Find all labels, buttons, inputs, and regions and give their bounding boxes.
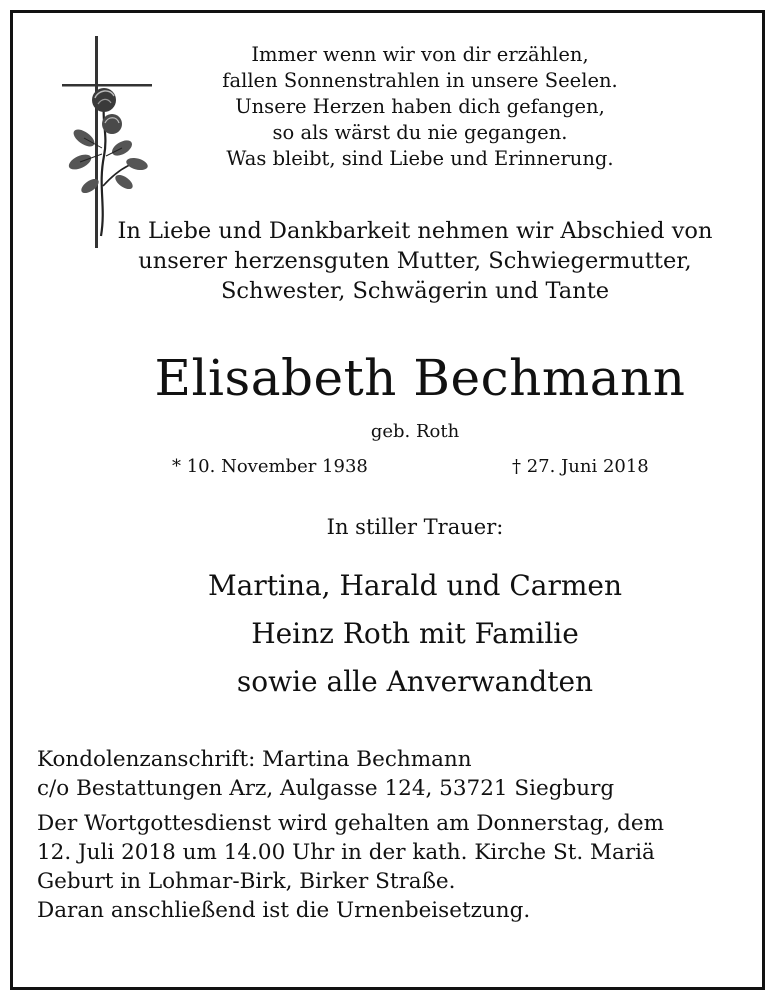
farewell-line: Schwester, Schwägerin und Tante xyxy=(220,278,610,304)
footer-info xyxy=(37,745,747,925)
deceased-name: Elisabeth Bechmann xyxy=(154,349,686,407)
condolence-address-line: c/o Bestattungen Arz, Aulgasse 124, 53721 Siegburg xyxy=(37,776,615,801)
birth-date: * 10. November 1938 xyxy=(172,456,368,477)
service-info-line: Der Wortgottesdienst wird gehalten am Donnerstag, dem xyxy=(37,811,664,836)
mourner-entry: Heinz Roth mit Familie xyxy=(251,617,579,650)
service-info-line: Geburt in Lohmar-Birk, Birker Straße. xyxy=(37,869,456,894)
condolence-address-line: Kondolenzanschrift: Martina Bechmann xyxy=(37,747,472,772)
service-info-line: 12. Juli 2018 um 14.00 Uhr in der kath. Kirche St. Mariä xyxy=(37,840,655,865)
death-date: † 27. Juni 2018 xyxy=(512,456,649,477)
service-info-line: Daran anschließend ist die Urnenbeisetzung. xyxy=(37,898,531,923)
mourning-heading: In stiller Trauer: xyxy=(326,515,504,539)
poem-line: Unsere Herzen haben dich gefangen, xyxy=(235,95,605,118)
poem-line: fallen Sonnenstrahlen in unsere Seelen. xyxy=(222,69,618,92)
mourners-list xyxy=(90,562,740,706)
birth-name: geb. Roth xyxy=(370,421,460,442)
poem xyxy=(160,42,680,172)
poem-line: Was bleibt, sind Liebe und Erinnerung. xyxy=(226,147,614,170)
poem-line: so als wärst du nie gegangen. xyxy=(272,121,568,144)
poem-line: Immer wenn wir von dir erzählen, xyxy=(251,43,589,66)
farewell-line: unserer herzensguten Mutter, Schwiegermutter, xyxy=(138,248,692,274)
mourner-entry: Martina, Harald und Carmen xyxy=(208,569,622,602)
farewell-line: In Liebe und Dankbarkeit nehmen wir Abschied von xyxy=(117,218,713,244)
farewell-text xyxy=(80,216,750,306)
mourner-entry: sowie alle Anverwandten xyxy=(236,665,594,698)
